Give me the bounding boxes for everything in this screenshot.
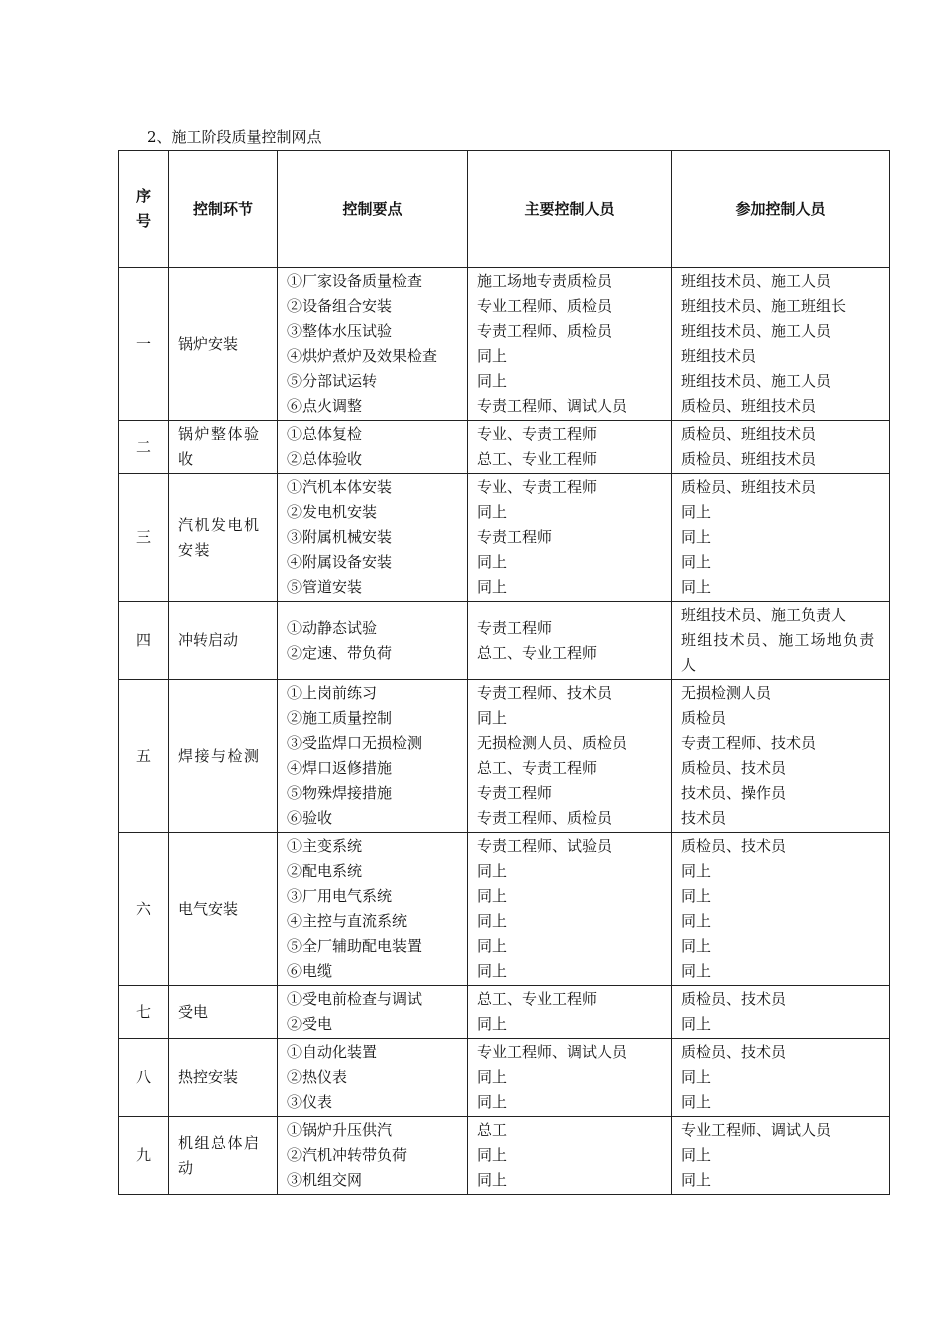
main-staff-item: 专责工程师、技术员 [477,684,613,702]
control-point-item: ②汽机冲转带负荷 [287,1146,408,1164]
main-staff-item: 同上 [477,372,508,390]
control-stage: 锅炉整体验收 [169,421,278,474]
control-point-item: ④附属设备安装 [287,553,393,571]
control-stage: 锅炉安装 [169,268,278,421]
extra-staff-cell [672,986,890,1039]
table-row [119,1117,890,1195]
extra-staff-cell [672,833,890,986]
extra-staff-item: 技术员 [681,809,727,827]
control-stage: 热控安装 [169,1039,278,1117]
control-point-item: ④焊口返修措施 [287,759,393,777]
header-main-staff: 主要控制人员 [468,151,672,268]
control-point-item: ②施工质量控制 [287,709,393,727]
table-body [119,268,890,1195]
extra-staff-item: 同上 [681,1146,712,1164]
main-staff-item: 总工、专业工程师 [477,643,598,662]
main-staff-item: 同上 [477,1146,508,1164]
control-point-item: ①自动化装置 [287,1043,378,1061]
control-stage: 机组总体启动 [169,1117,278,1195]
extra-staff-item: 班组技术员、施工班组长 [681,297,847,315]
extra-staff-item: 质检员、班组技术员 [681,450,817,468]
extra-staff-cell [672,1117,890,1195]
extra-staff-item: 同上 [681,1068,712,1086]
main-staff-item: 无损检测人员、质检员 [477,734,628,752]
control-point-item: ②热仪表 [287,1068,348,1086]
main-staff-item: 专责工程师 [477,618,553,637]
extra-staff-item: 质检员、班组技术员 [681,397,817,415]
row-number: 八 [119,1039,169,1117]
control-point-item: ②设备组合安装 [287,297,393,315]
extra-staff-item: 质检员、技术员 [681,759,787,777]
table-row [119,986,890,1039]
control-point-item: ①主变系统 [287,837,363,855]
control-point-item: ①锅炉升压供汽 [287,1121,393,1139]
header-extra-staff: 参加控制人员 [672,151,890,268]
main-staff-item: 同上 [477,862,508,880]
control-point-cell [278,1117,468,1195]
extra-staff-item: 班组技术员、施工人员 [681,272,832,290]
extra-staff-cell [672,1039,890,1117]
header-no: 序号 [119,151,169,268]
control-point-item: ②定速、带负荷 [287,643,393,662]
main-staff-item: 同上 [477,578,508,596]
control-point-cell [278,268,468,421]
control-point-item: ②发电机安装 [287,503,378,521]
table-row [119,680,890,833]
row-number: 五 [119,680,169,833]
control-point-item: ①上岗前练习 [287,684,378,702]
control-stage: 焊接与检测 [169,680,278,833]
extra-staff-item: 同上 [681,887,712,905]
main-staff-item: 同上 [477,1171,508,1189]
main-staff-item: 专责工程师、试验员 [477,837,613,855]
extra-staff-item: 质检员、班组技术员 [681,478,817,496]
extra-staff-item: 无损检测人员 [681,684,772,702]
main-staff-item: 专业、专责工程师 [477,478,598,496]
row-number: 四 [119,602,169,680]
control-point-cell [278,680,468,833]
control-point-item: ⑤物殊焊接措施 [287,784,393,802]
main-staff-item: 同上 [477,1068,508,1086]
control-stage: 电气安装 [169,833,278,986]
extra-staff-item: 同上 [681,553,712,571]
control-point-cell [278,1039,468,1117]
table-row [119,474,890,602]
table-row [119,1039,890,1117]
main-staff-item: 同上 [477,937,508,955]
extra-staff-item: 班组技术员、施工场地负责人 [681,631,876,674]
main-staff-item: 专责工程师、质检员 [477,322,613,340]
main-staff-item: 专责工程师 [477,784,553,802]
table-row [119,833,890,986]
table-row [119,421,890,474]
control-point-item: ③受监焊口无损检测 [287,734,423,752]
main-staff-item: 专业、专责工程师 [477,425,598,443]
extra-staff-item: 技术员、操作员 [681,784,787,802]
header-stage: 控制环节 [169,151,278,268]
main-staff-item: 专业工程师、质检员 [477,297,613,315]
control-point-cell [278,602,468,680]
extra-staff-item: 同上 [681,1171,712,1189]
table-header-row [119,151,890,268]
main-staff-item: 同上 [477,1093,508,1111]
control-stage: 汽机发电机安装 [169,474,278,602]
extra-staff-cell [672,602,890,680]
control-point-item: ①总体复检 [287,425,363,443]
row-number: 六 [119,833,169,986]
main-staff-item: 同上 [477,887,508,905]
section-title: 2、施工阶段质量控制网点 [147,128,322,146]
control-point-item: ③厂用电气系统 [287,887,393,905]
control-point-item: ③机组交网 [287,1171,363,1189]
extra-staff-item: 同上 [681,503,712,521]
main-staff-item: 同上 [477,912,508,930]
row-number: 一 [119,268,169,421]
main-staff-item: 同上 [477,503,508,521]
row-number: 二 [119,421,169,474]
main-staff-item: 专责工程师 [477,528,553,546]
control-point-item: ⑤分部试运转 [287,372,378,390]
extra-staff-item: 同上 [681,1015,712,1033]
extra-staff-item: 班组技术员、施工负责人 [681,606,847,624]
extra-staff-item: 同上 [681,862,712,880]
extra-staff-item: 专业工程师、调试人员 [681,1121,832,1139]
main-staff-item: 专责工程师、调试人员 [477,397,628,415]
main-staff-item: 施工场地专责质检员 [477,272,613,290]
control-point-item: ⑥点火调整 [287,397,363,415]
control-point-item: ③仪表 [287,1093,333,1111]
control-point-item: ⑥验收 [287,809,333,827]
main-staff-cell [468,1039,672,1117]
main-staff-cell [468,421,672,474]
main-staff-cell [468,268,672,421]
row-number: 三 [119,474,169,602]
extra-staff-item: 同上 [681,912,712,930]
control-point-cell [278,833,468,986]
control-point-cell [278,986,468,1039]
quality-control-table [118,150,890,1195]
main-staff-item: 总工 [477,1121,508,1139]
control-point-cell [278,474,468,602]
extra-staff-cell [672,680,890,833]
main-staff-item: 专业工程师、调试人员 [477,1043,628,1061]
extra-staff-item: 同上 [681,578,712,596]
control-point-item: ②配电系统 [287,862,363,880]
main-staff-cell [468,474,672,602]
extra-staff-item: 班组技术员、施工人员 [681,372,832,390]
extra-staff-cell [672,268,890,421]
extra-staff-item: 质检员、技术员 [681,837,787,855]
control-point-item: ③整体水压试验 [287,322,393,340]
control-point-cell [278,421,468,474]
control-point-item: ①汽机本体安装 [287,478,393,496]
main-staff-cell [468,680,672,833]
main-staff-cell [468,833,672,986]
control-point-item: ②总体验收 [287,450,363,468]
control-point-item: ⑤管道安装 [287,578,363,596]
control-point-item: ①动静态试验 [287,618,378,637]
control-point-item: ②受电 [287,1015,333,1033]
extra-staff-item: 班组技术员、施工人员 [681,322,832,340]
main-staff-item: 总工、专业工程师 [477,450,598,468]
main-staff-cell [468,986,672,1039]
control-stage: 受电 [169,986,278,1039]
extra-staff-item: 班组技术员 [681,347,757,365]
main-staff-item: 同上 [477,347,508,365]
main-staff-item: 专责工程师、质检员 [477,809,613,827]
header-points: 控制要点 [278,151,468,268]
control-stage: 冲转启动 [169,602,278,680]
extra-staff-cell [672,421,890,474]
extra-staff-item: 同上 [681,962,712,980]
table-row [119,268,890,421]
control-point-item: ①受电前检查与调试 [287,990,423,1008]
extra-staff-item: 同上 [681,1093,712,1111]
row-number: 七 [119,986,169,1039]
main-staff-cell [468,602,672,680]
main-staff-item: 同上 [477,1015,508,1033]
main-staff-cell [468,1117,672,1195]
extra-staff-item: 质检员 [681,709,727,727]
main-staff-item: 同上 [477,962,508,980]
extra-staff-item: 质检员、技术员 [681,990,787,1008]
control-point-item: ⑥电缆 [287,962,333,980]
control-point-item: ③附属机械安装 [287,528,393,546]
control-point-item: ④主控与直流系统 [287,912,408,930]
extra-staff-item: 质检员、技术员 [681,1043,787,1061]
extra-staff-cell [672,474,890,602]
control-point-item: ①厂家设备质量检查 [287,272,423,290]
extra-staff-item: 同上 [681,937,712,955]
row-number: 九 [119,1117,169,1195]
control-point-item: ④烘炉煮炉及效果检查 [287,347,438,365]
main-staff-item: 同上 [477,709,508,727]
main-staff-item: 同上 [477,553,508,571]
main-staff-item: 总工、专业工程师 [477,990,598,1008]
extra-staff-item: 同上 [681,528,712,546]
control-point-item: ⑤全厂辅助配电装置 [287,937,423,955]
main-staff-item: 总工、专责工程师 [477,759,598,777]
extra-staff-item: 质检员、班组技术员 [681,425,817,443]
extra-staff-item: 专责工程师、技术员 [681,734,817,752]
table-row [119,602,890,680]
